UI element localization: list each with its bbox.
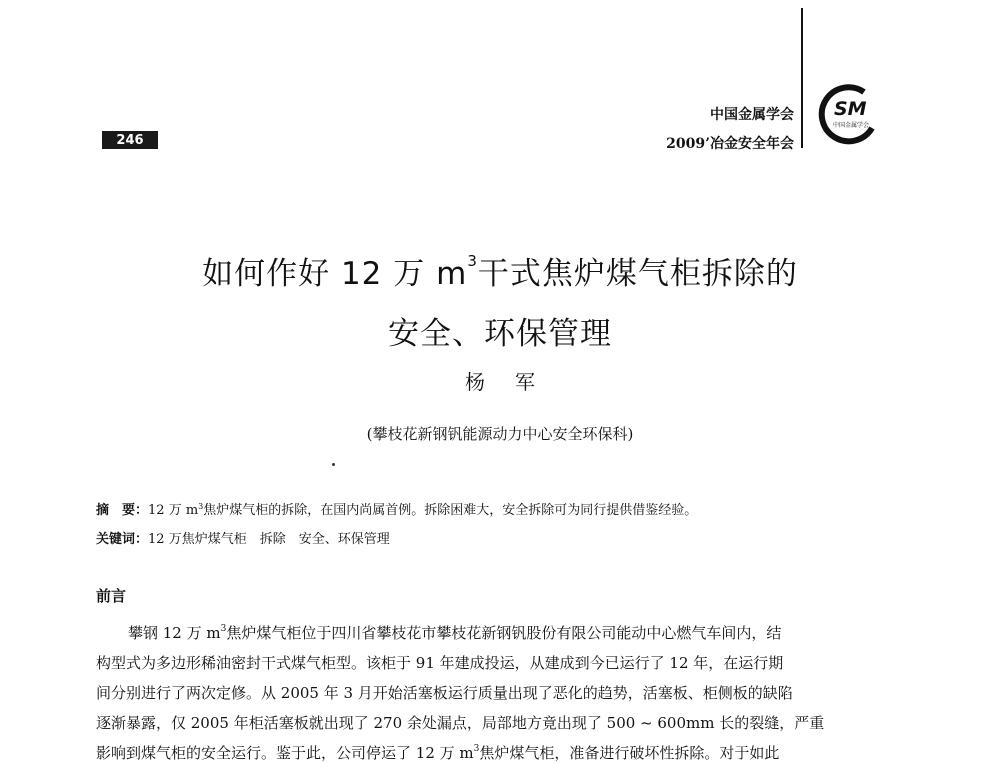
header-divider: [801, 8, 803, 148]
speck: [332, 463, 335, 466]
affiliation: (攀枝花新钢钒能源动力中心安全环保科): [366, 425, 634, 443]
body-line-5: 影响到煤气柜的安全运行。鉴于此，公司停运了 12 万 $m^3$焦炉煤气柜，准备进行破坏性拆除。对于如此: [96, 744, 780, 762]
section-title: 前言: [96, 587, 127, 605]
header-society: 中国金属学会: [710, 107, 794, 123]
paper-title-line-2: 安全、环保管理: [388, 316, 612, 352]
body-line-2: 构型式为多边形稀油密封干式煤气柜型。该柜于 91 年建成投运，从建成到今已运行了 12 年，在运行期: [96, 654, 784, 672]
paper-title-line-1: 如何作好 12 万 $m^3$干式焦炉煤气柜拆除的: [202, 252, 798, 292]
header-conference: 2009’冶金安全年会: [666, 136, 794, 152]
logo-mark: SM: [834, 98, 867, 120]
logo-caption: 中国金属学会: [833, 122, 870, 129]
body-line-1: 攀钢 12 万 $m^3$焦炉煤气柜位于四川省攀枝花市攀枝花新钢钒股份有限公司能动中心燃气车间内，结: [128, 624, 782, 642]
keywords: 关键词：12 万焦炉煤气柜 拆除 安全、环保管理: [96, 532, 390, 547]
author: 杨军: [465, 370, 565, 394]
page-number: 246: [102, 131, 158, 149]
society-logo-icon: [814, 82, 880, 148]
body-line-3: 间分别进行了两次定修。从 2005 年 3 月开始活塞板运行质量出现了恶化的趋势，活塞板、柜侧板的缺陷: [96, 684, 793, 702]
abstract: 摘 要：12 万 $m^3$焦炉煤气柜的拆除，在国内尚属首例。拆除困难大，安全拆除可为同行提供借鉴经验。: [96, 502, 698, 518]
body-line-4: 逐渐暴露，仅 2005 年柜活塞板就出现了 270 余处漏点，局部地方竟出现了 500 ~ 600mm 长的裂缝，严重: [96, 714, 825, 732]
